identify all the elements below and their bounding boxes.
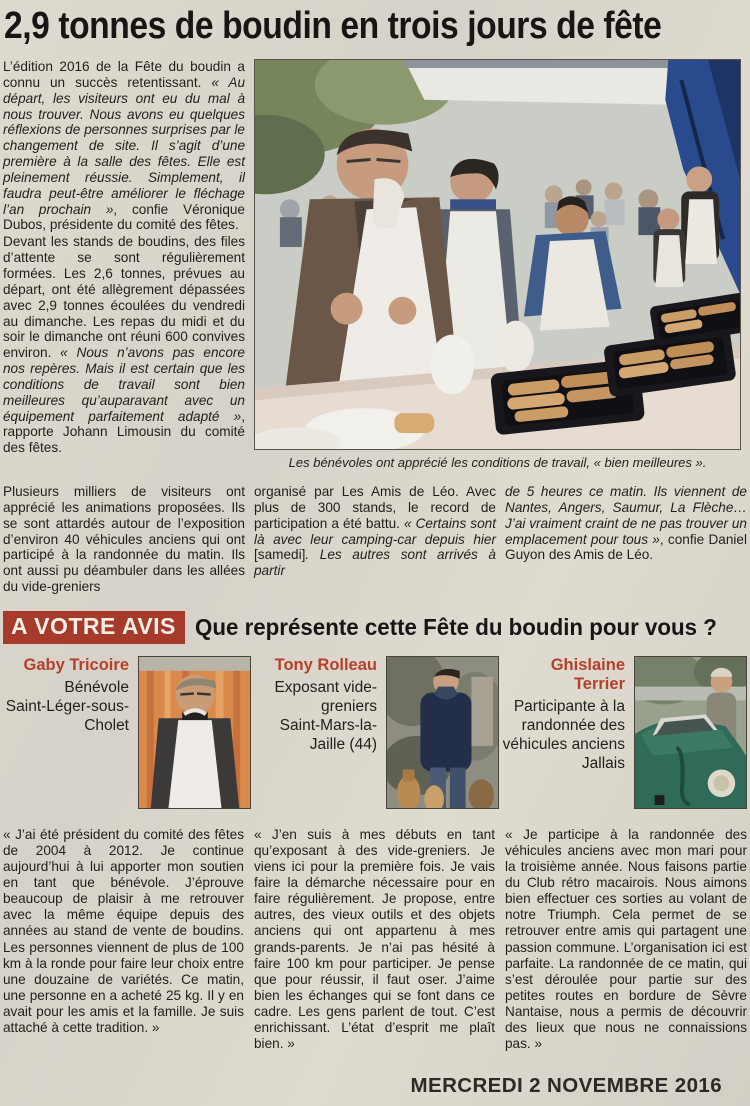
profile-photo-gaby-tricoire <box>138 656 251 809</box>
profile-name: Ghislaine Terrier <box>550 655 625 693</box>
article-top-section <box>3 59 747 470</box>
article-paragraph <box>3 234 245 456</box>
text-run: , confie Véronique Dubos, présidente du comité des fêtes. <box>3 201 245 233</box>
article-column-1 <box>3 59 254 470</box>
quote-run: « Au départ, les visiteurs ont eu du mal à nous trouver. Nous avons eu quelques réflexions de personnes surprises par le changement de site. Il s’agit d’une première à la salle des fêtes. Elle est pleinement réussie. Simplement, il faudra peut-être améliorer le fléchage l’an prochain » <box>3 74 246 217</box>
article-paragraph <box>3 59 245 233</box>
profile-location: Jallais <box>581 754 625 772</box>
festival-photo <box>254 59 741 450</box>
quote-run: . Les autres sont arrivés à partir <box>254 547 496 579</box>
quote-gaby-tricoire: « J’ai été président du comité des fêtes de 2004 à 2012. Je continue aujourd’hui à lui apporter mon soutien en tant que bénévole. J’éprouve beaucoup de plaisir à me retrouver avec la même équipe depuis des années au stand de vente de boudins. Les personnes viennent de plus de 100 km à la ronde pour faire leur choix entre une douzaine de variétés. Ce matin, une personne en a acheté 25 kg. Il y en avait pour les amis et la famille. Je suis attaché à cette tradition. » <box>3 826 244 1036</box>
profile-ghislaine-terrier <box>499 652 747 809</box>
quote-run: « Nous n’avons pas encore nos repères. Mais il est certain que les conditions de travail sont bien meilleures qu’auparavant avec un équipement parfaitement adapté » <box>3 345 245 424</box>
article-paragraph <box>505 484 747 563</box>
profile-photo-ghislaine-terrier <box>634 656 747 809</box>
quote-run: de 5 heures ce matin. Ils viennent de Nantes, Angers, Saumur, La Flèche… J’ai vraiment craint de ne pas trouver un emplacement pour tous » <box>505 484 747 547</box>
profile-role: Participante à la randonnée des véhicules anciens <box>502 697 625 753</box>
text-run: organisé par Les Amis de Léo. Avec plus de 300 stands, le record de participation a été battu. <box>254 484 496 531</box>
main-photo-block <box>254 59 741 470</box>
banner-question: Que représente cette Fête du boudin pour vous ? <box>194 613 717 640</box>
profile-text <box>3 652 138 809</box>
text-run: Plusieurs milliers de visiteurs ont apprécié les animations proposées. Ils se sont attardés autour de l’exposition d’environ 40 véhicules anciens qui ont participé à la randonnée du matin. Ils ont aussi pu déambuler dans les allées du vide-greniers <box>3 484 245 595</box>
quote-tony-rolleau: « J’en suis à mes débuts en tant qu’exposant à des vide-greniers. Je viens ici pour la première fois. Je vais faire la démarche nécessaire pour en faire régulièrement. Je propose, entre autres, des vieux outils et des objets anciens qui ont appartenu à mes grands-parents. Je n’ai pas hésité à faire 100 km pour participer. Je pense que pour réussir, il faut oser. J’aime bien les échanges qui se font dans ce cadre. Les gens parlent de tout. C’est enrichissant. L’état d’esprit me plaît bien. » <box>254 826 495 1052</box>
profile-text <box>251 652 386 809</box>
profile-location: Saint-Léger-sous-Cholet <box>5 697 129 734</box>
profiles-row <box>3 652 747 809</box>
profile-tony-rolleau <box>251 652 499 809</box>
banner-kicker: A VOTRE AVIS <box>3 611 185 644</box>
profile-name: Tony Rolleau <box>274 655 377 674</box>
profile-name: Gaby Tricoire <box>23 655 129 674</box>
text-run: , confie Daniel Guyon des Amis de Léo. <box>505 531 747 563</box>
profile-role: Bénévole <box>64 678 129 696</box>
article-paragraph <box>254 484 496 579</box>
profile-location: Saint-Mars-la-Jaille (44) <box>279 716 377 753</box>
text-run: [samedi] <box>254 547 306 563</box>
text-run: , rapporte Johann Limousin du comité des fêtes. <box>3 408 245 456</box>
text-run: Devant les stands de boudins, des files d’attente se sont régulièrement formées. Les 2,6 tonnes, prévues au départ, ont été allègrement dépassées avec 2,9 tonnes écoulées du vendredi au dimanche. Les repas du midi et du soir le dimanche ont réuni 600 convives environ. <box>3 234 245 361</box>
article-headline: 2,9 tonnes de boudin en trois jours de fête <box>4 5 662 47</box>
article-bottom-section <box>3 484 747 595</box>
profile-gaby-tricoire <box>3 652 251 809</box>
text-run: L’édition 2016 de la Fête du boudin a connu un succès retentissant. <box>3 59 245 90</box>
profile-text <box>499 652 634 809</box>
quote-run: « Certains sont là avec leur camping-car depuis hier <box>254 515 496 547</box>
quote-ghislaine-terrier: « Je participe à la randonnée des véhicules anciens avec mon mari pour la troisième année. Nous faisons partie du Club rétro macairois. Nous aimons bien effectuer ces sorties au volant de notre Triumph. Cela permet de se retrouver entre amis qui partagent une passion commune. L’organisation ici est parfaite. La randonnée de ce matin, qui s’est déroulée pour partie sur des petites routes en bordure de Sèvre Nantaise, nous a permis de découvrir des lieux que nous ne connaissions pas. » <box>505 826 747 1052</box>
profile-photo-tony-rolleau <box>386 656 499 809</box>
opinion-banner <box>3 611 747 644</box>
photo-caption: Les bénévoles ont apprécié les conditions de travail, « bien meilleures ». <box>288 455 707 470</box>
profile-role: Exposant vide-greniers <box>274 678 377 715</box>
date-line: MERCREDI 2 NOVEMBRE 2016 <box>410 1074 722 1097</box>
article-paragraph <box>3 484 245 595</box>
quotes-row <box>3 827 747 1052</box>
